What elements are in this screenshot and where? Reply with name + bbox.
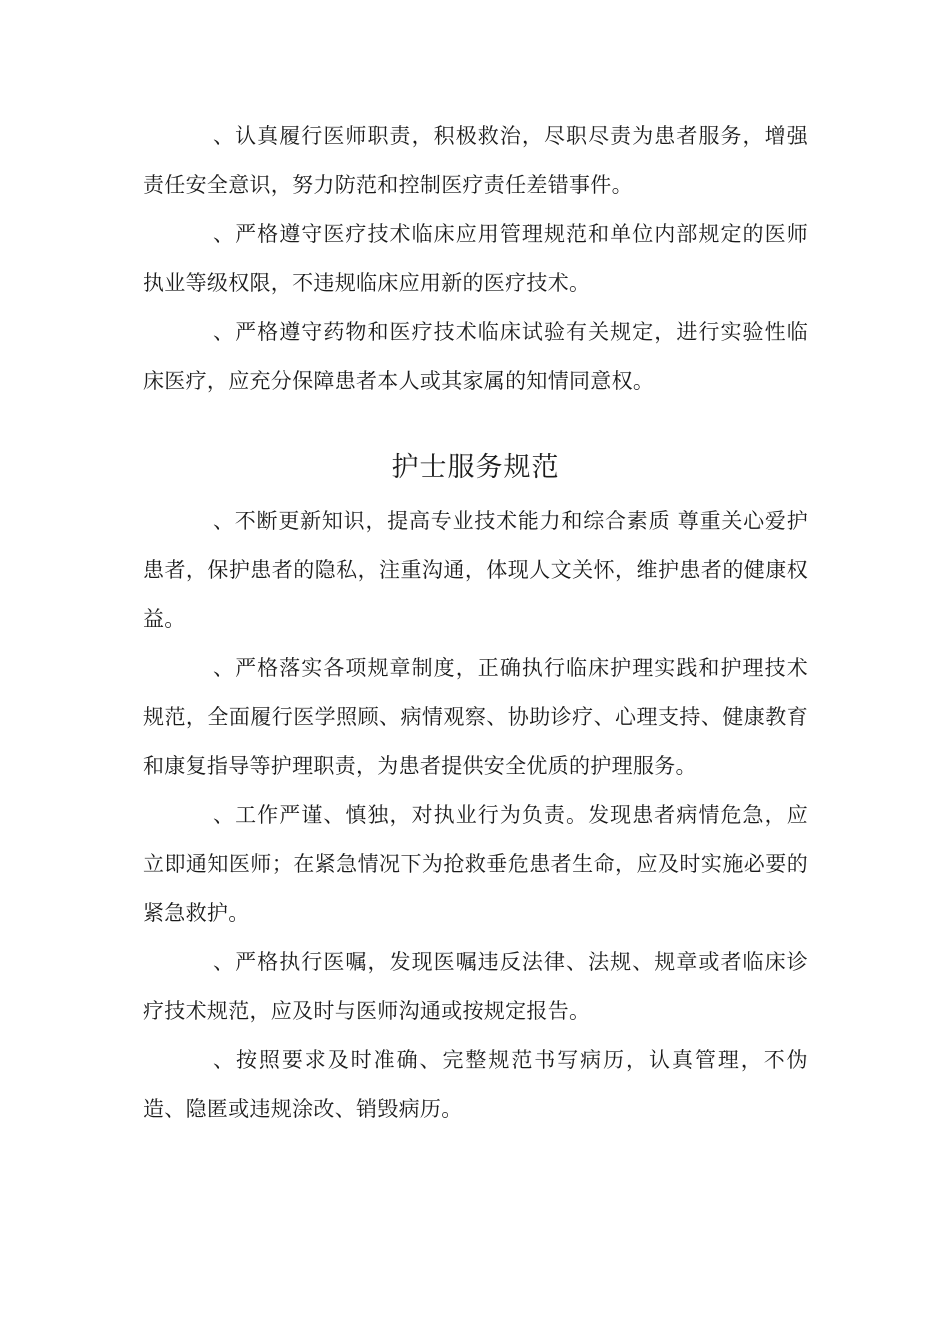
doctor-norm-paragraph-2: 、严格遵守医疗技术临床应用管理规范和单位内部规定的医师执业等级权限，不违规临床应用新的医疗技术。 [143,222,808,295]
nurse-norm-paragraph-2: 、严格落实各项规章制度，正确执行临床护理实践和护理技术规范，全面履行医学照顾、病情观察、协助诊疗、心理支持、健康教育和康复指导等护理职责，为患者提供安全优质的护理服务。 [143,656,808,778]
nurse-norm-paragraph-5: 、按照要求及时准确、完整规范书写病历，认真管理，不伪造、隐匿或违规涂改、销毁病历。 [143,1048,808,1121]
document-content [143,112,808,1134]
nurse-norm-paragraph-3: 、工作严谨、慎独，对执业行为负责。发现患者病情危急，应立即通知医师；在紧急情况下为抢救垂危患者生命，应及时实施必要的紧急救护。 [143,803,808,925]
doctor-norm-paragraph-3: 、严格遵守药物和医疗技术临床试验有关规定，进行实验性临床医疗，应充分保障患者本人或其家属的知情同意权。 [143,320,808,393]
doctor-norm-paragraph-1: 、认真履行医师职责，积极救治，尽职尽责为患者服务，增强责任安全意识，努力防范和控制医疗责任差错事件。 [143,124,808,197]
nurse-norm-paragraph-1: 、不断更新知识，提高专业技术能力和综合素质 尊重关心爱护患者，保护患者的隐私，注重沟通，体现人文关怀，维护患者的健康权益。 [143,509,808,631]
nurse-norm-paragraph-4: 、严格执行医嘱，发现医嘱违反法律、法规、规章或者临床诊疗技术规范，应及时与医师沟通或按规定报告。 [143,950,808,1023]
section-title: 护士服务规范 [391,452,560,483]
doctor-norms-section [143,112,808,406]
nurse-norms-section [143,443,808,1134]
